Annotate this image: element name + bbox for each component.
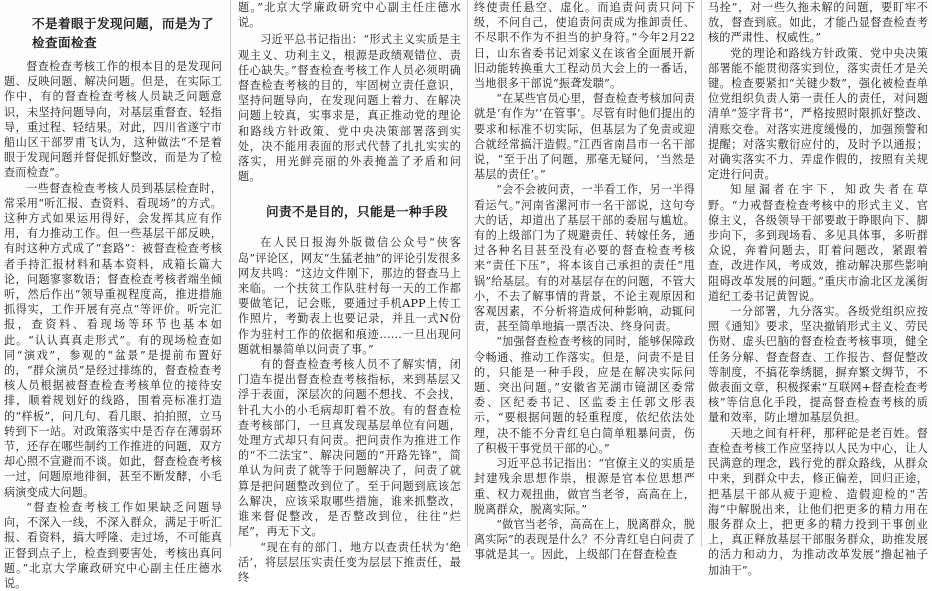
paragraph: 一分部署，九分落实。各级党组织应按照《通知》要求，坚决撤销形式主义、劳民伤财、虚头巴脑的督查检查考核事项，健全任务分解、督查督查、工作报告、督促整改等制度，不搞花拳绣腿，摒弃繁文缛节，不做表面文章，积极探索“互联网+督查检查考核”等信息化手段，提高督查检查考核的质量和效率，防止增加基层负担。 bbox=[708, 305, 928, 425]
paragraph-continued: 终使责任悬空、虚化。而追责问责只问下级，不问自己，使追责问责成为推卸责任、不尽职不作为不担当的护身符。”今年2月22日，山东省委书记刘家义在该省全面展开新旧动能转换重大工程动员大会上的一番话，当地很多干部说“振聋发聩”。 bbox=[474, 1, 695, 91]
column-divider bbox=[467, 0, 468, 547]
paragraph: “现在有的部门、地方以查责任状为‘绝活’，将层层压实责任变为层层下推责任，最终 bbox=[238, 540, 461, 584]
paragraph: 有的督查检查考核人员不了解实情，闭门造车提出督查检查考核指标，来到基层又浮于表面，深层次的问题不想找、不会找，针孔大小的小毛病却盯着不放。有的督查检查考核部门，一旦真发现基层单位有问题，处理方式却只有问责。把问责作为推进工作的“不二法宝”、解决问题的“开路先锋”，简单认为问责了就等于问题解决了，问责了就算是把问题整改到位了。至于问题到底该怎么解决，应该采取哪些措施，谁来抓整改，谁来督促整改，是否整改到位，往往“烂尾”，再无下文。 bbox=[238, 358, 461, 539]
paragraph-continued: 题。”北京大学廉政研究中心副主任庄德水说。 bbox=[238, 1, 461, 30]
column-body bbox=[238, 235, 461, 585]
section-heading: 不是着眼于发现问题，而是为了检查面检查 bbox=[32, 16, 214, 50]
paragraph: “在某些官员心里，督查检查考核加问责就是‘有作为’‘在管事’。尽管有时他们提出的要求和标准不切实际，但基层为了免责或迎合就经常搞汗造假。”江西省南昌市一名干部说，“至于出了问题，那毫无疑问，‘当然是基层的责任’。” bbox=[474, 92, 695, 182]
article-column-3 bbox=[470, 0, 701, 562]
column-divider bbox=[701, 0, 702, 547]
section-heading: 问责不是目的，只能是一种手段 bbox=[266, 204, 448, 220]
paragraph: 党的理论和路线方针政策、党中央决策部署能不能贯彻落实到位，落实责任才是关键。检查要紧扣“关键少数”，强化被检查单位党组织负责人第一责任人的责任，对问题清单“签字背书”，严格按照时限抓好整改、清账交卷。对落实进度缓慢的，加强预警和提醒；对落实敷衍应付的，及时予以通报；对确实落实不力、弄虚作假的，按照有关规定进行问责。 bbox=[708, 46, 928, 182]
paragraph: 知屋漏者在宇下，知政失者在草野。“力戒督查检查考核中的形式主义、官僚主义，各级领导干部要敢于睁眼向下、脚步向下，多到现场看、多见具体事，多听群众说，奔着问题去，盯着问题改，紧跟着查，改进作风，考成效，推动解决那些影响阻碍改革发展的问题。”重庆市渝北区龙溪街道纪工委书记黄智说。 bbox=[708, 183, 928, 303]
paragraph-continued: 马拴”，对一些久拖未解的问题，要盯牢不放，督查到底。如此，才能凸显督查检查考核的严肃性、权威性。” bbox=[708, 1, 928, 45]
paragraph: “督查检查考核工作如果缺乏问题导向，不深入一线，不深入群众，满足于听汇报、看资料，搞大呼隆、走过场，不可能真正督到点子上，检查到要害处，考核出真问题。”北京大学廉政研究中心副主任庄德水说。 bbox=[4, 500, 222, 590]
paragraph: “会不会被问责，一半看工作，另一半得看运气。”河南省漯河市一名干部说，这句夸大的话，却道出了基层干部的委屈与尴尬。有的上级部门为了规避责任、转嫁任务，通过各种名目甚至没有必要的督查检查考核来“责任下压”，将本该自己承担的责任“甩锅”给基层。有的对基层存在的问题，不管大小，不去了解事情的背景，不论主观原因和客观因素，不分析将造成何种影响，动辄问责，甚至简单地搞一票否决、终身问责。 bbox=[474, 183, 695, 334]
article-column-4 bbox=[704, 0, 932, 577]
article-column-2 bbox=[234, 0, 467, 584]
paragraph: 一些督查检查考核人员到基层检查时，常采用“听汇报、查资料、看现场”的方式。这种方式如果运用得好，会发挥其应有作用，有力推动工作。但一些基层干部反映，有时这种方式成了“套路”：被督查检查考核者手持汇报材料和基本资料，成箱长篇大论，问题寥寥数语；督查检查考核者端坐倾听，然后作出“领导重视程度高，推进措施抓得实，工作开展有亮点”等评价。听完汇报，查资料、看现场等环节也基本如此。“认认真真走形式”。有的现场检查如同“演戏”，参观的“盆景”是提前布置好的，“群众演员”是经过排练的，督查检查考核人员根据被督查检查考核单位的接待安排，顺着规划好的线路，围着亮标准打造的“样板”，问几句、看几眼、拍拍照，立马转到下一站。对政策落实中是否存在薄弱环节，还存在哪些制约工作推进的问题，双方却心照不宣避而不谈。如此，督查检查考核一过，问题原地徘徊，甚至不断发酵，小毛病演变成大问题。 bbox=[4, 181, 222, 499]
paragraph: 在人民日报海外版微信公众号“侠客岛”评论区，网友“生猛老抽”的评论引发很多网友共鸣：“这边文件刚下，那边的督查马上来临。一个扶贫工作队驻村每一天的工作都要做笔记，记会账，要通过手机APP上传工作照片，考勤表上也要记录，并且一式N份作为驻村工作的依据和痕迹……一旦出现问题就相暴简单以问责了事。” bbox=[238, 236, 461, 356]
paragraph: 天地之间有杆秤，那秤砣是老百姓。督查检查考核工作应坚持以人民为中心，让人民满意的理念，践行党的群众路线，从群众中来，到群众中去，修正偏差，回归正途，把基层干部从疲于迎检、造假迎检的“苦海”中解脱出来，让他们把更多的精力用在服务群众上，把更多的精力投到干事创业上，真正释放基层干部服务群众，助推发展的活力和动力，为推动改革发展“撸起袖子加油干”。 bbox=[708, 426, 928, 577]
article-column-1 bbox=[0, 0, 228, 590]
paragraph: 习近平总书记指出：“官僚主义的实质是封建残余思想作祟，根源是官本位思想严重、权力观扭曲，做官当老爷，高高在上，脱离群众，脱离实际。” bbox=[474, 457, 695, 516]
column-body bbox=[238, 32, 461, 184]
paragraph: 督查检查考核工作的根本目的是发现问题、反映问题、解决问题。但是，在实际工作中，有的督查检查考核人员缺乏问题意识，未坚持问题导向，对基层重督查、轻指导，重过程、轻结果。对此，四川省遂宁市船山区干部罗甫飞认为，这种做法“不是着眼于发现问题并督促抓好整改，而是为了检查而检查”。 bbox=[4, 60, 222, 180]
paragraph: “做官当老爷，高高在上，脱离群众，脱离实际”的表现是什么？不分青红皂白问责了事就是其一。因此，上级部门在督查检查 bbox=[474, 517, 695, 562]
column-body bbox=[4, 59, 222, 591]
paragraph: “加强督查检查考核的同时，能够保障政令畅通、推动工作落实。但是，问责不是目的，只能是一种手段，应是在解决实际问题、突出问题。”安徽省芜湖市镜湖区委常委、区纪委书记、区监委主任郭文彤表示，“要根据问题的轻重程度，依纪依法处理，决不能不分青红皂白简单粗暴问责，伤了积极干事党员干部的心。” bbox=[474, 335, 695, 455]
column-divider bbox=[230, 0, 231, 547]
paragraph: 习近平总书记指出：“形式主义实质是主观主义、功利主义，根源是政绩观错位、责任心缺失。”督查检查考核工作人员必须明确督查检查考核的目的，牢固树立责任意识，坚持问题导向，在发现问题上着力、在解决问题上较真，实事求是，真正推动党的理论和路线方针政策、党中央决策部署落到实处，决不能用表面的形式代替了扎扎实实的落实，用光鲜亮丽的外表掩盖了矛盾和问题。 bbox=[238, 33, 461, 184]
